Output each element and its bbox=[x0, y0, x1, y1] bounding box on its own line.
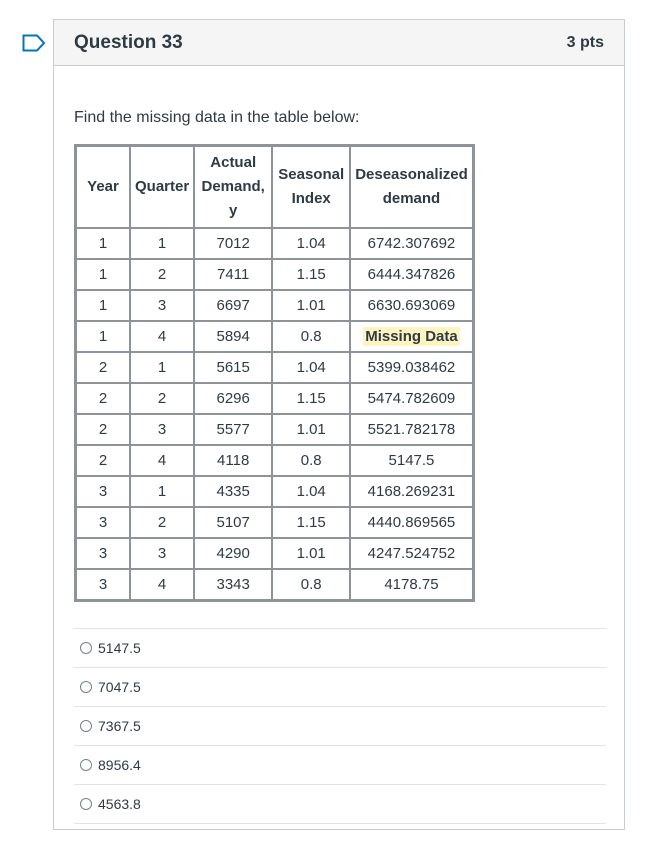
table-header-row bbox=[76, 146, 473, 228]
cell-index: 1.01 bbox=[272, 414, 350, 445]
cell-demand: 7012 bbox=[194, 228, 272, 259]
cell-demand: 6296 bbox=[194, 383, 272, 414]
bookmark-flag-icon[interactable] bbox=[22, 34, 46, 52]
table-row bbox=[76, 352, 473, 383]
cell-year: 3 bbox=[76, 507, 130, 538]
cell-index: 0.8 bbox=[272, 321, 350, 352]
cell-quarter: 3 bbox=[130, 414, 194, 445]
cell-quarter: 1 bbox=[130, 228, 194, 259]
cell-quarter: 1 bbox=[130, 352, 194, 383]
answer-label: 7367.5 bbox=[98, 718, 141, 734]
answer-options bbox=[74, 628, 606, 824]
cell-index: 1.04 bbox=[272, 352, 350, 383]
cell-index: 1.01 bbox=[272, 538, 350, 569]
cell-index: 0.8 bbox=[272, 445, 350, 476]
cell-demand: 4335 bbox=[194, 476, 272, 507]
question-title: Question 33 bbox=[74, 31, 183, 53]
cell-demand: 5615 bbox=[194, 352, 272, 383]
cell-index: 1.15 bbox=[272, 383, 350, 414]
cell-deseason: 4440.869565 bbox=[350, 507, 473, 538]
cell-year: 3 bbox=[76, 476, 130, 507]
question-points: 3 pts bbox=[566, 33, 604, 51]
cell-demand: 3343 bbox=[194, 569, 272, 600]
answer-label: 8956.4 bbox=[98, 757, 141, 773]
answer-label: 4563.8 bbox=[98, 796, 141, 812]
radio-button[interactable] bbox=[80, 798, 92, 810]
question-prompt: Find the missing data in the table below: bbox=[74, 109, 360, 126]
cell-deseason: 5147.5 bbox=[350, 445, 473, 476]
cell-year: 1 bbox=[76, 259, 130, 290]
table-row bbox=[76, 321, 473, 352]
table-row bbox=[76, 569, 473, 600]
cell-demand: 5894 bbox=[194, 321, 272, 352]
answer-label: 5147.5 bbox=[98, 640, 141, 656]
cell-index: 1.15 bbox=[272, 507, 350, 538]
cell-quarter: 2 bbox=[130, 259, 194, 290]
cell-deseason: 4247.524752 bbox=[350, 538, 473, 569]
cell-index: 0.8 bbox=[272, 569, 350, 600]
cell-demand: 7411 bbox=[194, 259, 272, 290]
table-row bbox=[76, 228, 473, 259]
cell-demand: 5577 bbox=[194, 414, 272, 445]
cell-year: 1 bbox=[76, 290, 130, 321]
cell-year: 3 bbox=[76, 569, 130, 600]
cell-quarter: 2 bbox=[130, 383, 194, 414]
cell-quarter: 3 bbox=[130, 538, 194, 569]
cell-demand: 5107 bbox=[194, 507, 272, 538]
cell-index: 1.01 bbox=[272, 290, 350, 321]
question-header bbox=[54, 20, 624, 66]
header-actual-demand: Actual Demand, y bbox=[194, 146, 272, 228]
cell-year: 2 bbox=[76, 352, 130, 383]
cell-quarter: 4 bbox=[130, 321, 194, 352]
cell-year: 2 bbox=[76, 414, 130, 445]
answer-option[interactable] bbox=[74, 745, 606, 784]
header-year: Year bbox=[76, 146, 130, 228]
header-quarter: Quarter bbox=[130, 146, 194, 228]
radio-button[interactable] bbox=[80, 720, 92, 732]
table-row bbox=[76, 507, 473, 538]
cell-deseason: 5521.782178 bbox=[350, 414, 473, 445]
table-body bbox=[76, 228, 473, 600]
answer-option[interactable] bbox=[74, 628, 606, 667]
radio-button[interactable] bbox=[80, 759, 92, 771]
table-row bbox=[76, 445, 473, 476]
cell-deseason: 5474.782609 bbox=[350, 383, 473, 414]
cell-index: 1.04 bbox=[272, 476, 350, 507]
table-row bbox=[76, 414, 473, 445]
cell-year: 1 bbox=[76, 228, 130, 259]
cell-missing-data: Missing Data bbox=[350, 321, 473, 352]
cell-quarter: 4 bbox=[130, 445, 194, 476]
cell-quarter: 3 bbox=[130, 290, 194, 321]
radio-button[interactable] bbox=[80, 681, 92, 693]
cell-quarter: 1 bbox=[130, 476, 194, 507]
answer-option[interactable] bbox=[74, 784, 606, 824]
cell-year: 2 bbox=[76, 445, 130, 476]
table-row bbox=[76, 538, 473, 569]
table-row bbox=[76, 476, 473, 507]
table-row bbox=[76, 259, 473, 290]
cell-deseason: 4168.269231 bbox=[350, 476, 473, 507]
answer-option[interactable] bbox=[74, 706, 606, 745]
cell-deseason: 6444.347826 bbox=[350, 259, 473, 290]
header-seasonal-index: Seasonal Index bbox=[272, 146, 350, 228]
cell-deseason: 6742.307692 bbox=[350, 228, 473, 259]
cell-demand: 4118 bbox=[194, 445, 272, 476]
cell-deseason: 6630.693069 bbox=[350, 290, 473, 321]
cell-demand: 6697 bbox=[194, 290, 272, 321]
header-deseasonalized-demand: Deseasonalized demand bbox=[350, 146, 473, 228]
cell-year: 3 bbox=[76, 538, 130, 569]
cell-deseason: 4178.75 bbox=[350, 569, 473, 600]
demand-table bbox=[74, 144, 475, 602]
question-body bbox=[54, 109, 624, 824]
cell-quarter: 2 bbox=[130, 507, 194, 538]
table-row bbox=[76, 383, 473, 414]
cell-quarter: 4 bbox=[130, 569, 194, 600]
cell-demand: 4290 bbox=[194, 538, 272, 569]
cell-year: 2 bbox=[76, 383, 130, 414]
radio-button[interactable] bbox=[80, 642, 92, 654]
cell-index: 1.04 bbox=[272, 228, 350, 259]
cell-index: 1.15 bbox=[272, 259, 350, 290]
answer-option[interactable] bbox=[74, 667, 606, 706]
table-row bbox=[76, 290, 473, 321]
cell-deseason: 5399.038462 bbox=[350, 352, 473, 383]
question-card bbox=[53, 19, 625, 830]
cell-year: 1 bbox=[76, 321, 130, 352]
answer-label: 7047.5 bbox=[98, 679, 141, 695]
